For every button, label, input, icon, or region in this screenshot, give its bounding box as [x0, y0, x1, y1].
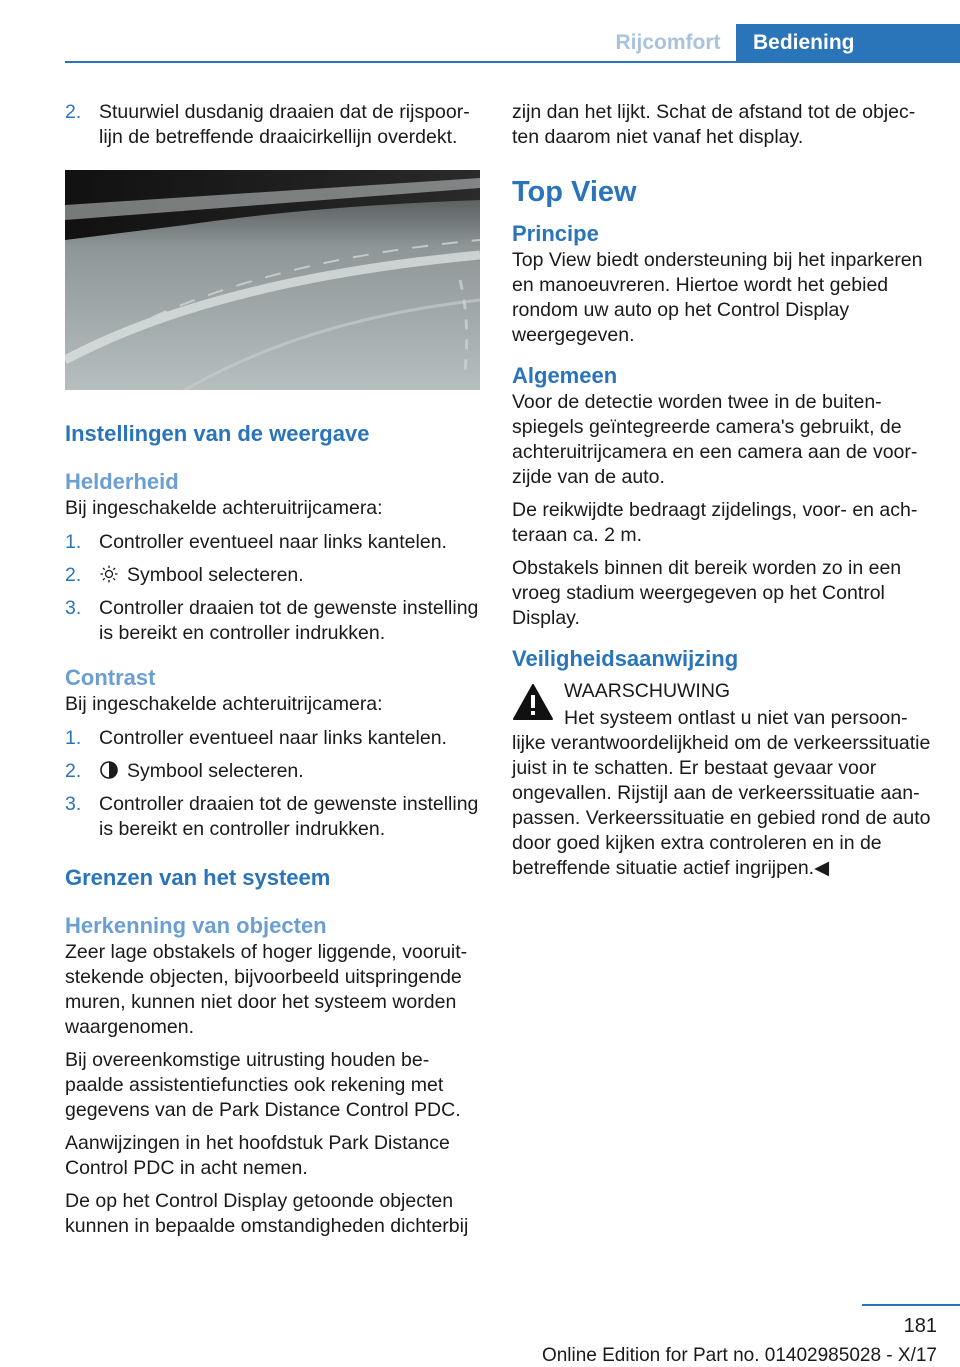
brightness-step-2: 2. Symbool selecteren.	[65, 564, 304, 586]
header-tab-bediening[interactable]: Bediening	[736, 24, 960, 62]
brightness-step-1: 1. Controller eventueel naar links kantelen.	[65, 531, 447, 553]
heading-safety-note: Veiligheidsaanwijzing	[512, 646, 739, 671]
heading-contrast: Contrast	[65, 665, 156, 690]
left-column	[65, 100, 480, 1239]
objects-paragraph-1: Zeer lage obstakels of hoger liggende, vooruitstekende objecten, bijvoorbeeld uitspringende muren, kunnen niet door het systeem worden waargenomen.	[65, 941, 468, 1038]
steering-steps	[65, 100, 480, 150]
warning-title: WAARSCHUWING	[564, 680, 731, 702]
right-column	[512, 100, 932, 881]
warning-triangle-icon	[512, 683, 554, 721]
contrast-step-3: 3. Controller draaien tot de gewenste instelling is bereikt en controller indrukken.	[65, 793, 479, 840]
heading-top-view: Top View	[512, 176, 637, 208]
heading-object-detection: Herkenning van objecten	[65, 913, 327, 938]
page-number: 181	[903, 1315, 937, 1337]
edition-note: Online Edition for Part no. 01402985028 - X/17	[541, 1345, 937, 1366]
contrast-step-1: 1. Controller eventueel naar links kantelen.	[65, 727, 447, 749]
heading-general: Algemeen	[512, 363, 618, 388]
steering-step-2: 2. Stuurwiel dusdanig draaien dat de rijspoorlijn de betreffende draaicirkellijn overdekt.	[65, 101, 470, 148]
contrast-intro: Bij ingeschakelde achteruitrijcamera:	[65, 693, 383, 715]
heading-brightness: Helderheid	[65, 469, 179, 494]
brightness-step-3: 3. Controller draaien tot de gewenste instelling is bereikt en controller indrukken.	[65, 597, 479, 644]
brightness-steps	[65, 530, 480, 646]
warning-text: Het systeem ontlast u niet van persoonlijke verantwoordelijkheid om de verkeerssituatie juist in te schatten. Er bestaat gevaar voor ongevallen. Rijstijl aan de verkeerssituatie aanpassen. Verkeerssituatie en gebied rond de auto door goed kijken extra controleren en in de betreffende situatie actief ingrijpen.◀	[512, 707, 931, 879]
general-paragraph-1: Voor de detectie worden twee in de buitenspiegels geïntegreerde camera's gebruikt, de achteruitrijcamera en een camera aan de voorzijde van de auto.	[512, 391, 918, 488]
objects-paragraph-continued: zijn dan het lijkt. Schat de afstand tot de objecten daarom niet vanaf het display.	[512, 101, 916, 148]
contrast-icon	[99, 760, 119, 780]
principle-paragraph: Top View biedt ondersteuning bij het inparkeren en manoeuvreren. Hiertoe wordt het gebied rondom uw auto op het Control Display weergegeven.	[512, 249, 923, 346]
header-tab-rijcomfort[interactable]: Rijcomfort	[615, 31, 721, 54]
heading-system-limits: Grenzen van het systeem	[65, 865, 331, 890]
contrast-steps	[65, 726, 480, 842]
sun-icon	[99, 564, 119, 584]
general-paragraph-3: Obstakels binnen dit bereik worden zo in een vroeg stadium weergegeven op het Control Display.	[512, 557, 902, 629]
footer-rule	[862, 1304, 960, 1306]
heading-display-settings: Instellingen van de weergave	[65, 421, 370, 446]
heading-principle: Principe	[512, 221, 599, 246]
camera-display-photo	[65, 170, 480, 390]
warning-block	[512, 679, 932, 704]
objects-paragraph-4: De op het Control Display getoonde objecten kunnen in bepaalde omstandigheden dichterbij	[65, 1190, 469, 1237]
general-paragraph-2: De reikwijdte bedraagt zijdelings, voor- en achteraan ca. 2 m.	[512, 499, 918, 546]
brightness-intro: Bij ingeschakelde achteruitrijcamera:	[65, 497, 383, 519]
objects-paragraph-3: Aanwijzingen in het hoofdstuk Park Distance Control PDC in acht nemen.	[65, 1132, 450, 1179]
objects-paragraph-2: Bij overeenkomstige uitrusting houden bepaalde assistentiefuncties ook rekening met gegevens van de Park Distance Control PDC.	[65, 1049, 461, 1121]
contrast-step-2: 2. Symbool selecteren.	[65, 760, 304, 782]
header-rule	[65, 61, 960, 63]
